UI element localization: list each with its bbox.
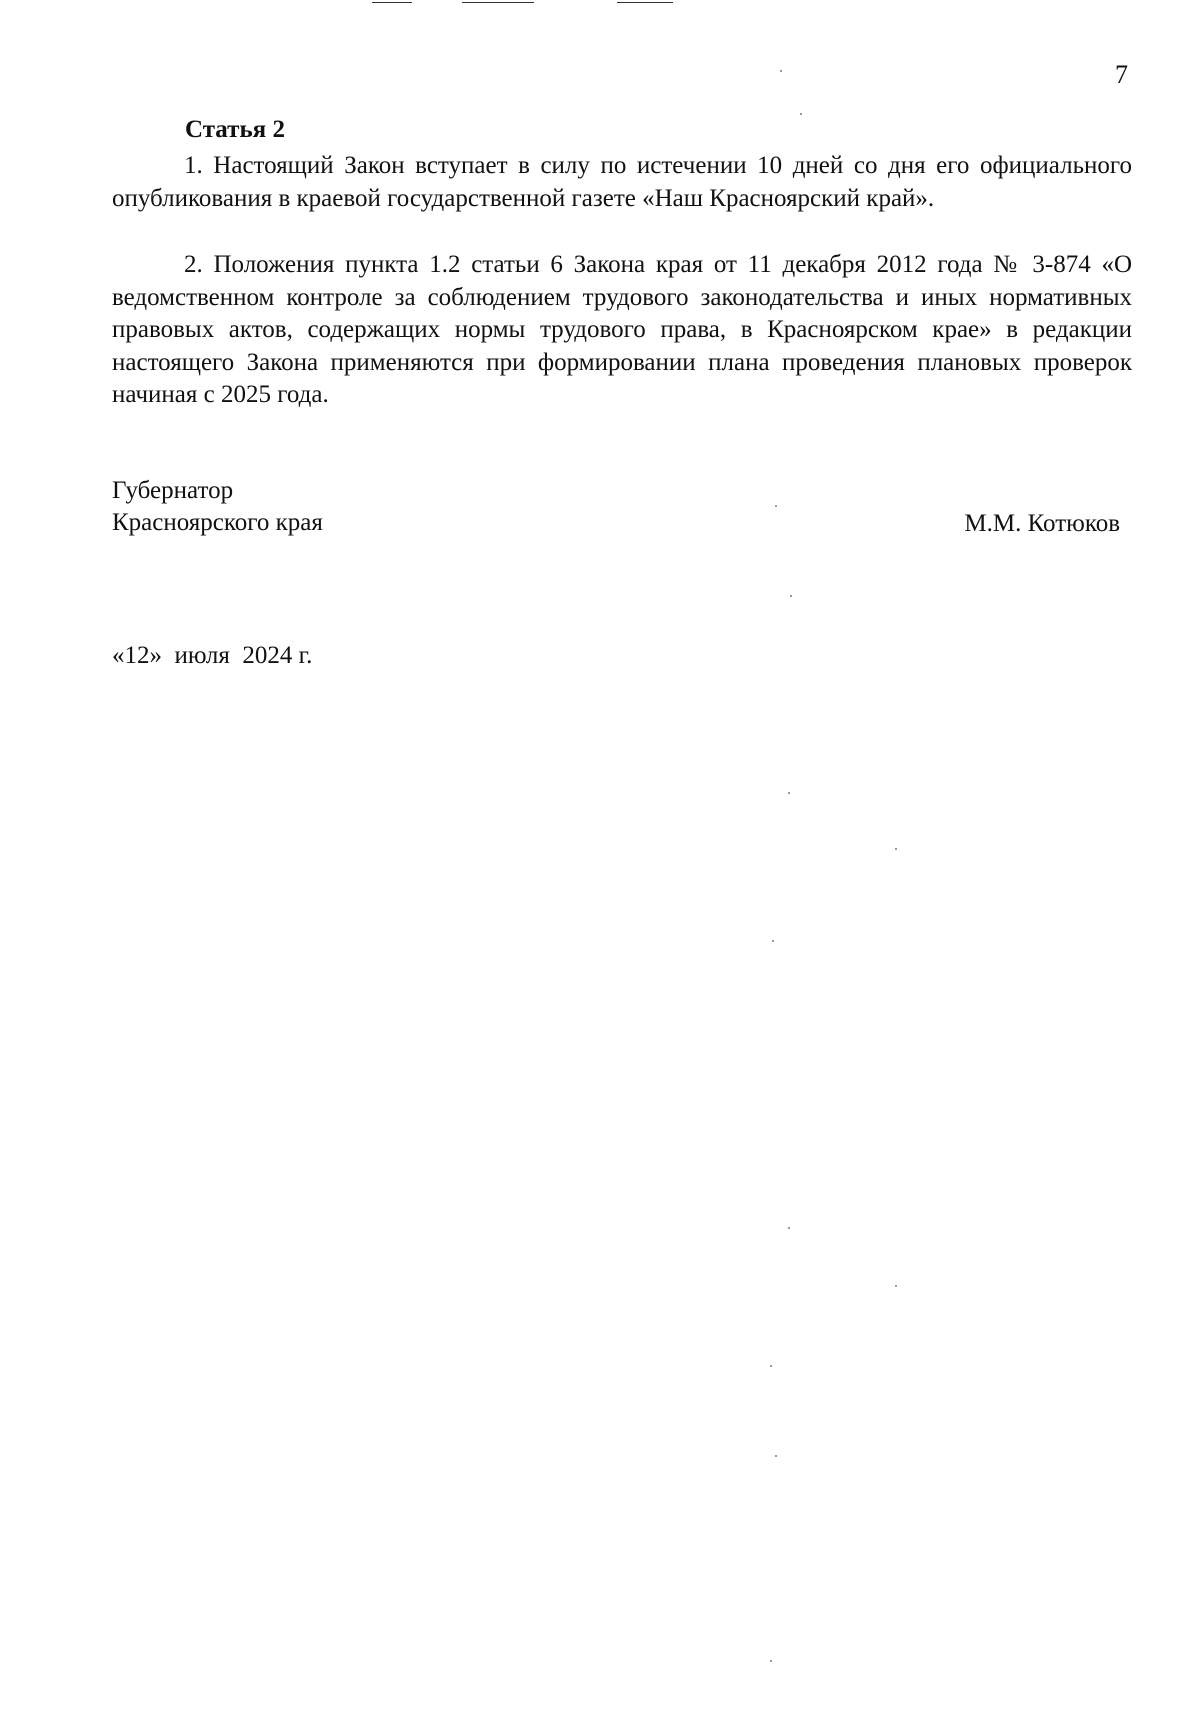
scan-speck — [895, 1285, 897, 1287]
signatory-name: М.М. Котюков — [964, 510, 1120, 537]
article-heading: Статья 2 — [185, 116, 285, 143]
document-date: «12» июля 2024 г. — [112, 642, 313, 669]
signatory-title-line-2: Красноярского края — [112, 509, 323, 536]
paragraph-2-text: 2. Положения пункта 1.2 статьи 6 Закона края от 11 декабря 2012 года № 3-874 «О ведомственном контроле за соблюдением трудового законодательства и иных нормативных правовых актов, содержащих нормы трудового права, в Красноярском крае» в редакции настоящего Закона применяются при формировании плана проведения плановых проверок начиная с 2025 года. — [112, 251, 1132, 408]
scan-speck — [775, 1455, 777, 1457]
scan-speck — [895, 848, 897, 850]
scan-speck — [775, 505, 777, 507]
paragraph-1 — [112, 150, 1132, 215]
scan-artifact-line — [372, 2, 412, 3]
paragraph-1-text: 1. Настоящий Закон вступает в силу по истечении 10 дней со дня его официального опубликования в краевой государственной газете «Наш Красноярский край». — [112, 152, 1132, 212]
page-number: 7 — [1115, 60, 1128, 89]
scan-artifact-line — [462, 2, 534, 3]
scan-speck — [770, 1660, 772, 1662]
signatory-title-line-1: Губернатор — [112, 477, 234, 504]
scan-speck — [772, 940, 774, 942]
scan-speck — [788, 792, 790, 794]
scan-speck — [800, 113, 802, 115]
scan-speck — [780, 70, 782, 72]
paragraph-2 — [112, 249, 1132, 412]
scan-speck — [770, 1365, 772, 1367]
scan-speck — [788, 1227, 790, 1229]
signatory-title — [112, 475, 323, 539]
scan-speck — [790, 595, 792, 597]
scan-artifact-line — [617, 2, 673, 3]
